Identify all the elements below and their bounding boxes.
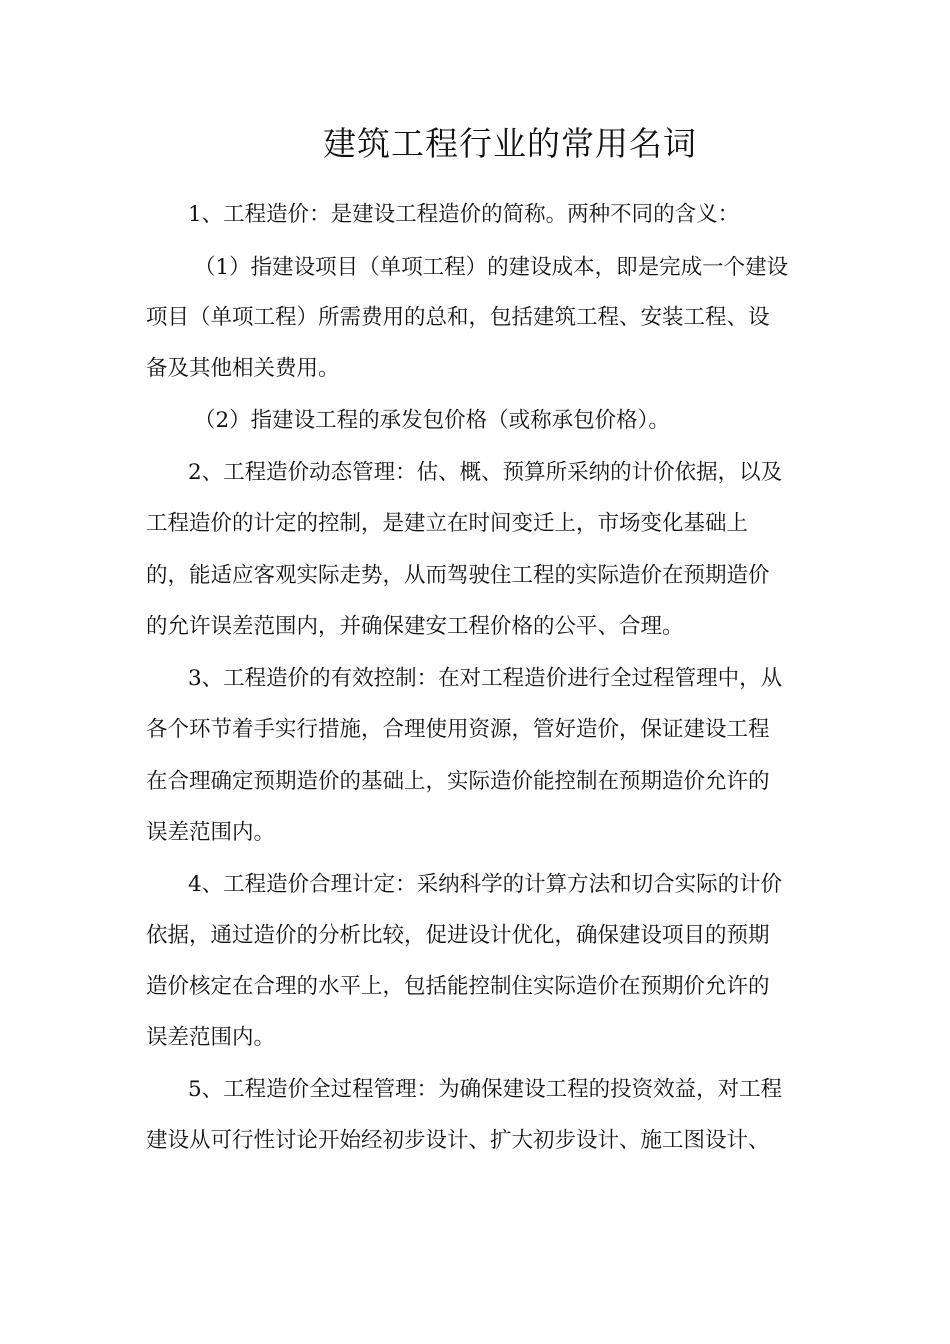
paragraph-1-1-line-2: 项目（单项工程）所需费用的总和，包括建筑工程、安装工程、设 <box>146 305 770 330</box>
paragraph-4-line-3: 造价核定在合理的水平上，包括能控制住实际造价在预期价允许的 <box>146 974 770 999</box>
paragraph-2-line-3: 的，能适应客观实际走势，从而驾驶住工程的实际造价在预期造价 <box>146 563 770 588</box>
paragraph-5-line-1: 5、工程造价全过程管理：为确保建设工程的投资效益，对工程 <box>188 1077 783 1102</box>
paragraph-2-line-4: 的允许误差范围内，并确保建安工程价格的公平、合理。 <box>146 614 684 639</box>
paragraph-1-line-1: 1、工程造价：是建设工程造价的简称。两种不同的含义： <box>188 202 740 227</box>
paragraph-4-line-4: 误差范围内。 <box>146 1025 276 1050</box>
paragraph-5-line-2: 建设从可行性讨论开始经初步设计、扩大初步设计、施工图设计、 <box>146 1128 770 1153</box>
paragraph-2-line-1: 2、工程造价动态管理：估、概、预算所采纳的计价依据，以及 <box>188 460 783 485</box>
paragraph-1-1-line-1: （1）指建设项目（单项工程）的建设成本，即是完成一个建设 <box>194 255 789 280</box>
paragraph-3-line-2: 各个环节着手实行措施，合理使用资源，管好造价，保证建设工程 <box>146 717 770 742</box>
paragraph-1-2-line-1: （2）指建设工程的承发包价格（或称承包价格）。 <box>194 408 670 433</box>
paragraph-4-line-1: 4、工程造价合理计定：采纳科学的计算方法和切合实际的计价 <box>188 872 783 897</box>
paragraph-3-line-4: 误差范围内。 <box>146 820 276 845</box>
paragraph-1-1-line-3: 备及其他相关费用。 <box>146 356 340 381</box>
paragraph-4-line-2: 依据，通过造价的分析比较，促进设计优化，确保建设项目的预期 <box>146 923 770 948</box>
document-title: 建筑工程行业的常用名词 <box>323 124 697 163</box>
paragraph-3-line-1: 3、工程造价的有效控制：在对工程造价进行全过程管理中，从 <box>188 666 783 691</box>
paragraph-3-line-3: 在合理确定预期造价的基础上，实际造价能控制在预期造价允许的 <box>146 769 770 794</box>
paragraph-2-line-2: 工程造价的计定的控制，是建立在时间变迁上，市场变化基础上 <box>146 511 749 536</box>
